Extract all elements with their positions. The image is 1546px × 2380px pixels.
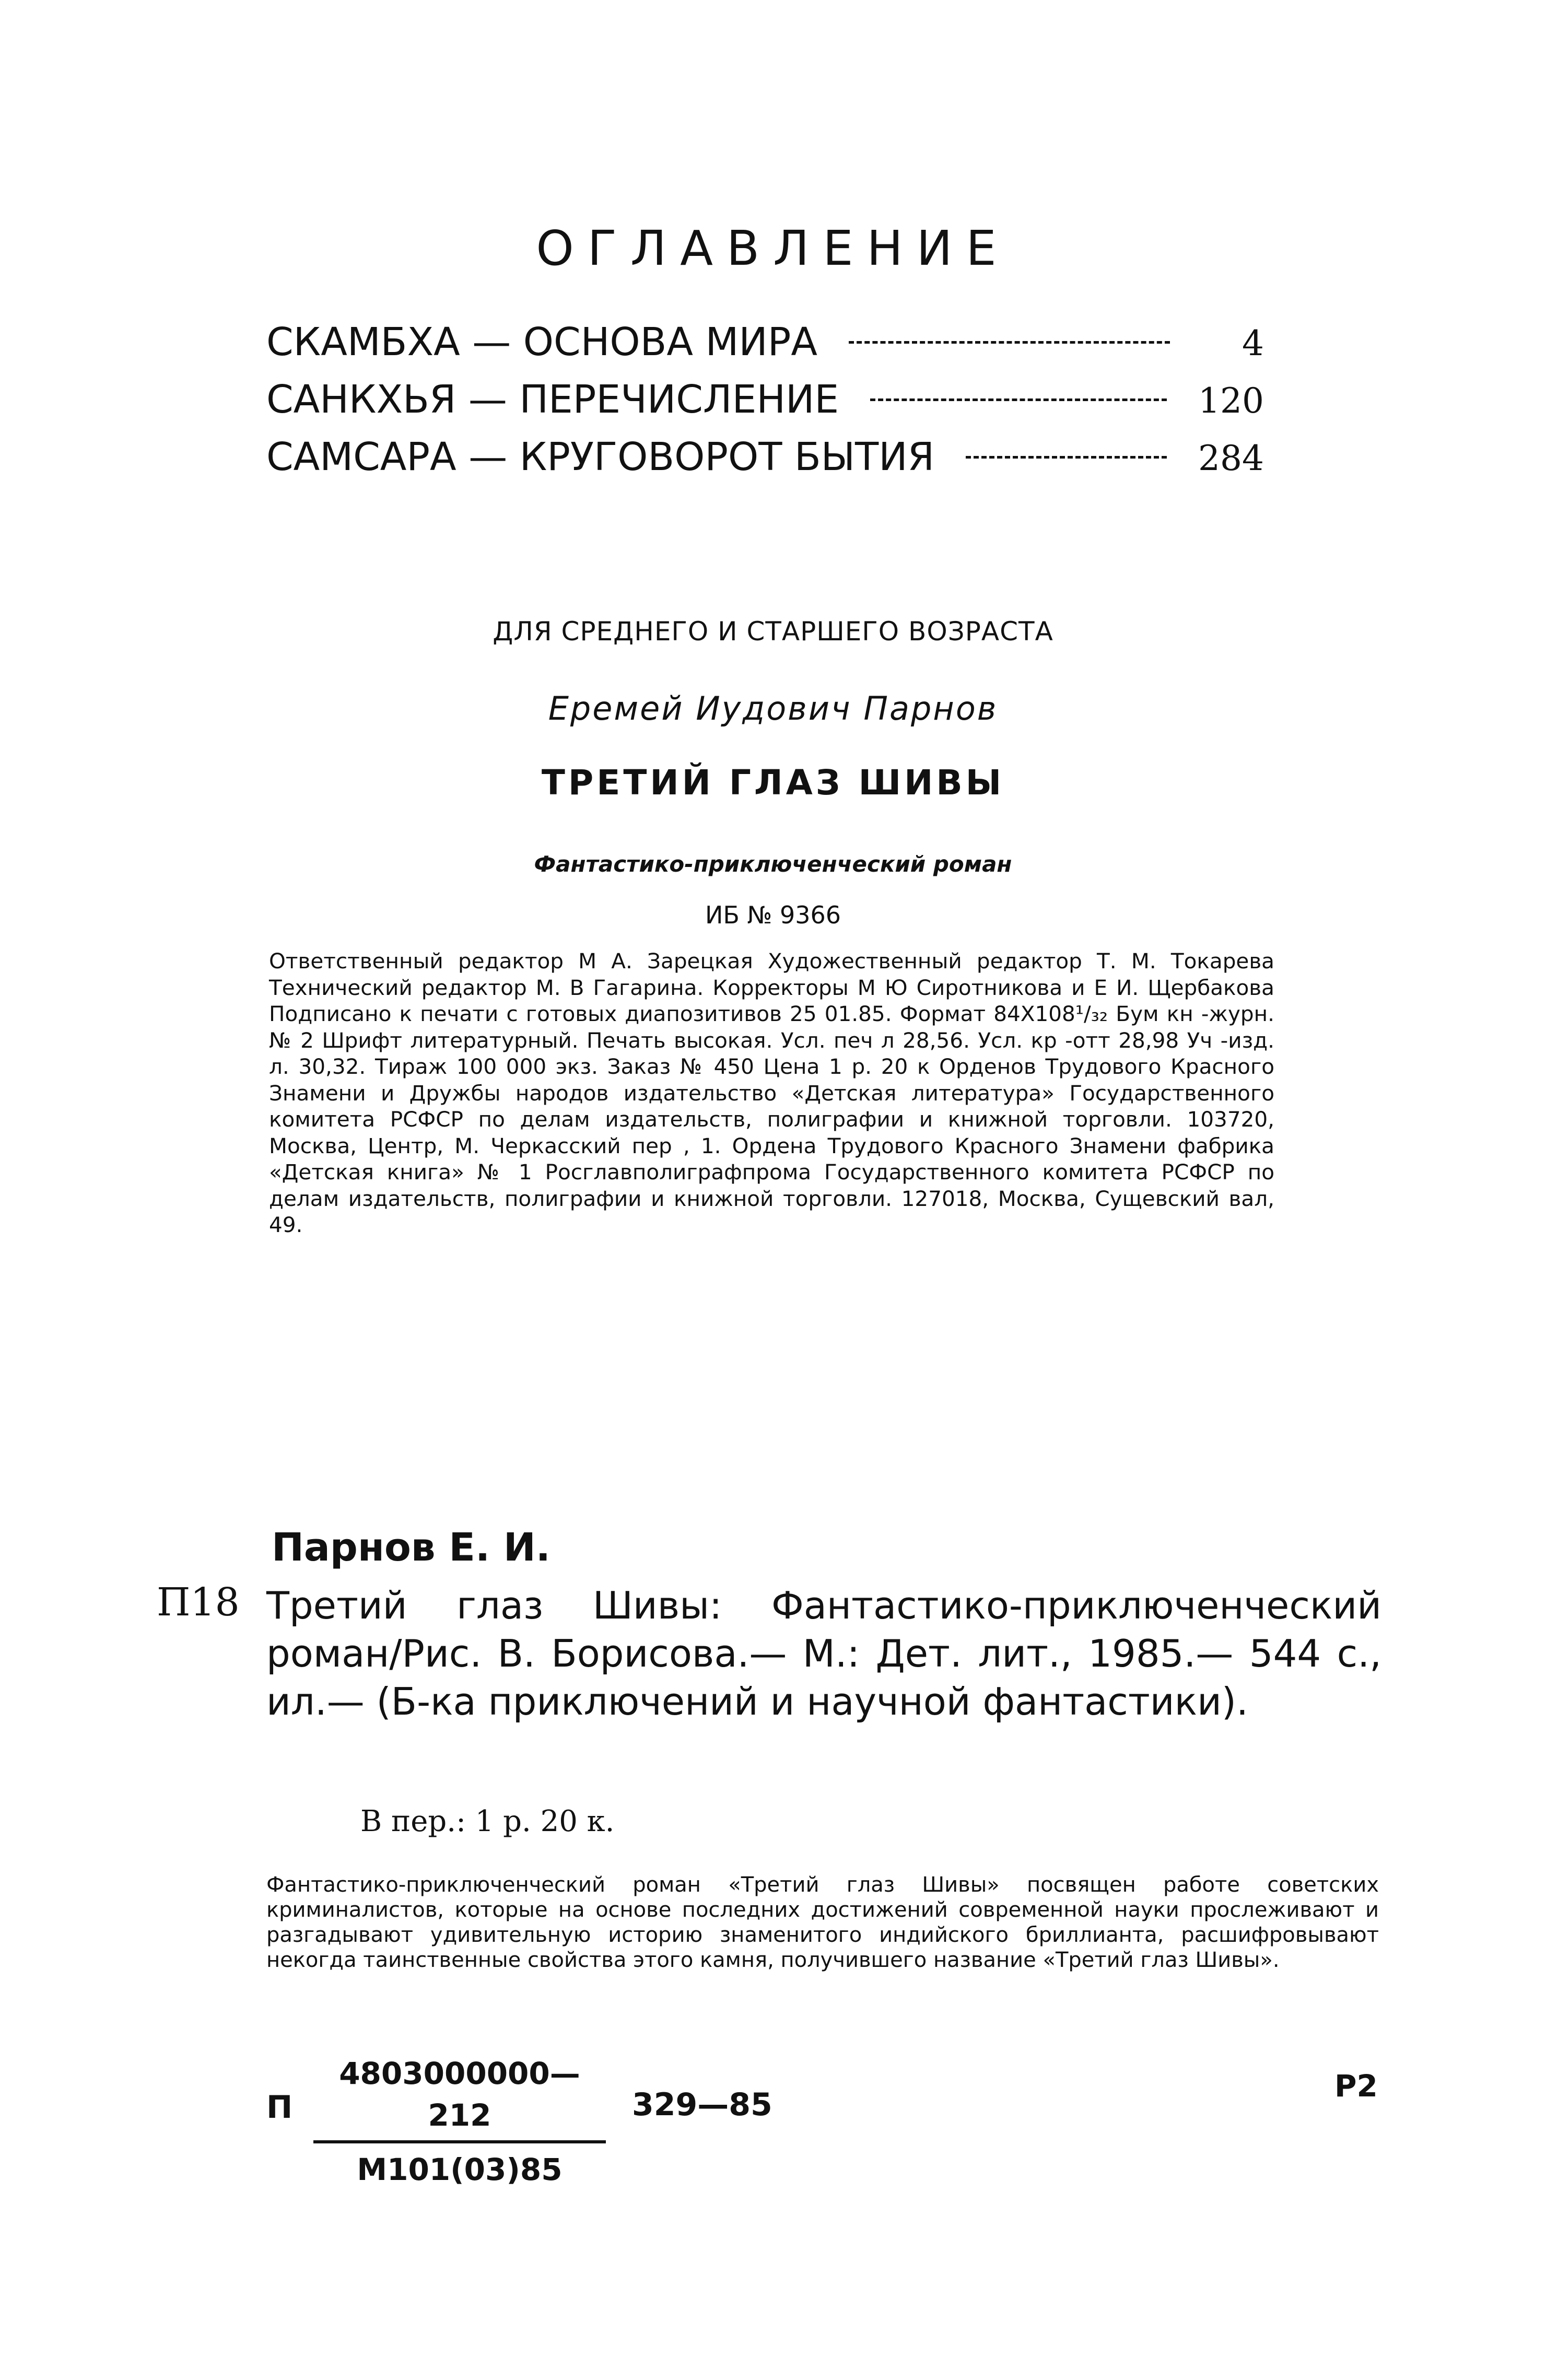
fraction-bar	[313, 2140, 606, 2143]
toc-leader	[870, 398, 1167, 401]
imprint-title: ТРЕТИЙ ГЛАЗ ШИВЫ	[541, 763, 1005, 803]
ib-number: ИБ № 9366	[705, 901, 841, 929]
toc-entry-title: САНКХЬЯ — ПЕРЕЧИСЛЕНИЕ	[266, 377, 839, 422]
audience-label: ДЛЯ СРЕДНЕГО И СТАРШЕГО ВОЗРАСТА	[493, 616, 1053, 647]
toc-entry	[266, 313, 1264, 371]
formula-classification: Р2	[1334, 2068, 1378, 2104]
card-price: В пер.: 1 р. 20 к.	[360, 1804, 615, 1838]
toc-entry	[266, 428, 1264, 486]
toc-title: ОГЛАВЛЕНИЕ	[536, 220, 1010, 276]
toc-leader	[966, 456, 1167, 459]
toc-entry	[266, 371, 1264, 428]
toc-entry-page: 284	[1198, 438, 1264, 478]
formula-numerator: 4803000000—212	[339, 2056, 580, 2133]
toc-entry-title: СКАМБХА — ОСНОВА МИРА	[266, 320, 817, 365]
card-annotation: Фантастико-приключенческий роман «Третий глаз Шивы» посвящен работе советских криминалистов, которые на основе последних достижений современной науки прослеживают и разгадывают удивительную историю знаменитого индийского бриллианта, расшифровывают некогда таинственные свойства этого камня, получившего название «Третий глаз Шивы».	[266, 1873, 1379, 1972]
formula-code: 329—85	[632, 2086, 772, 2123]
card-code: П18	[157, 1580, 240, 1625]
toc-entry-page: 4	[1242, 323, 1264, 364]
formula-prefix: П	[266, 2089, 293, 2126]
card-author: Парнов Е. И.	[272, 1525, 551, 1570]
toc-leader	[849, 341, 1170, 344]
imprint-details: Ответственный редактор М А. Зарецкая Художественный редактор Т. М. Токарева Технический редактор М. В Гагарина. Корректоры М Ю Сиротникова и Е И. Щербакова Подписано к печати с готовых диапозитивов 25 01.85. Формат 84X108¹/₃₂ Бум кн -журн. № 2 Шрифт литературный. Печать высокая. Усл. печ л 28,56. Усл. кр -отт 28,98 Уч -изд. л. 30,32. Тираж 100 000 экз. Заказ № 450 Цена 1 р. 20 к Орденов Трудового Красного Знамени и Дружбы народов издательство «Детская литература» Государственного комитета РСФСР по делам издательств, полиграфии и книжной торговли. 103720, Москва, Центр, М. Черкасский пер , 1. Ордена Трудового Красного Знамени фабрика «Детская книга» № 1 Росглавполиграфпрома Государственного комитета РСФСР по делам издательств, полиграфии и книжной торговли. 127018, Москва, Сущевский вал, 49.	[269, 948, 1274, 1237]
imprint-genre: Фантастико-приключенческий роман	[534, 851, 1012, 877]
formula-denominator: М101(03)85	[357, 2152, 563, 2187]
formula-fraction	[313, 2053, 606, 2190]
toc-entry-title: САМСАРА — КРУГОВОРОТ БЫТИЯ	[266, 435, 934, 479]
card-description: Третий глаз Шивы: Фантастико-приключенческий роман/Рис. В. Борисова.— М.: Дет. лит., 1985.— 544 с., ил.— (Б-ка приключений и научной фантастики).	[266, 1584, 1381, 1724]
imprint-author: Еремей Иудович Парнов	[548, 689, 998, 728]
toc-entry-page: 120	[1198, 381, 1264, 421]
